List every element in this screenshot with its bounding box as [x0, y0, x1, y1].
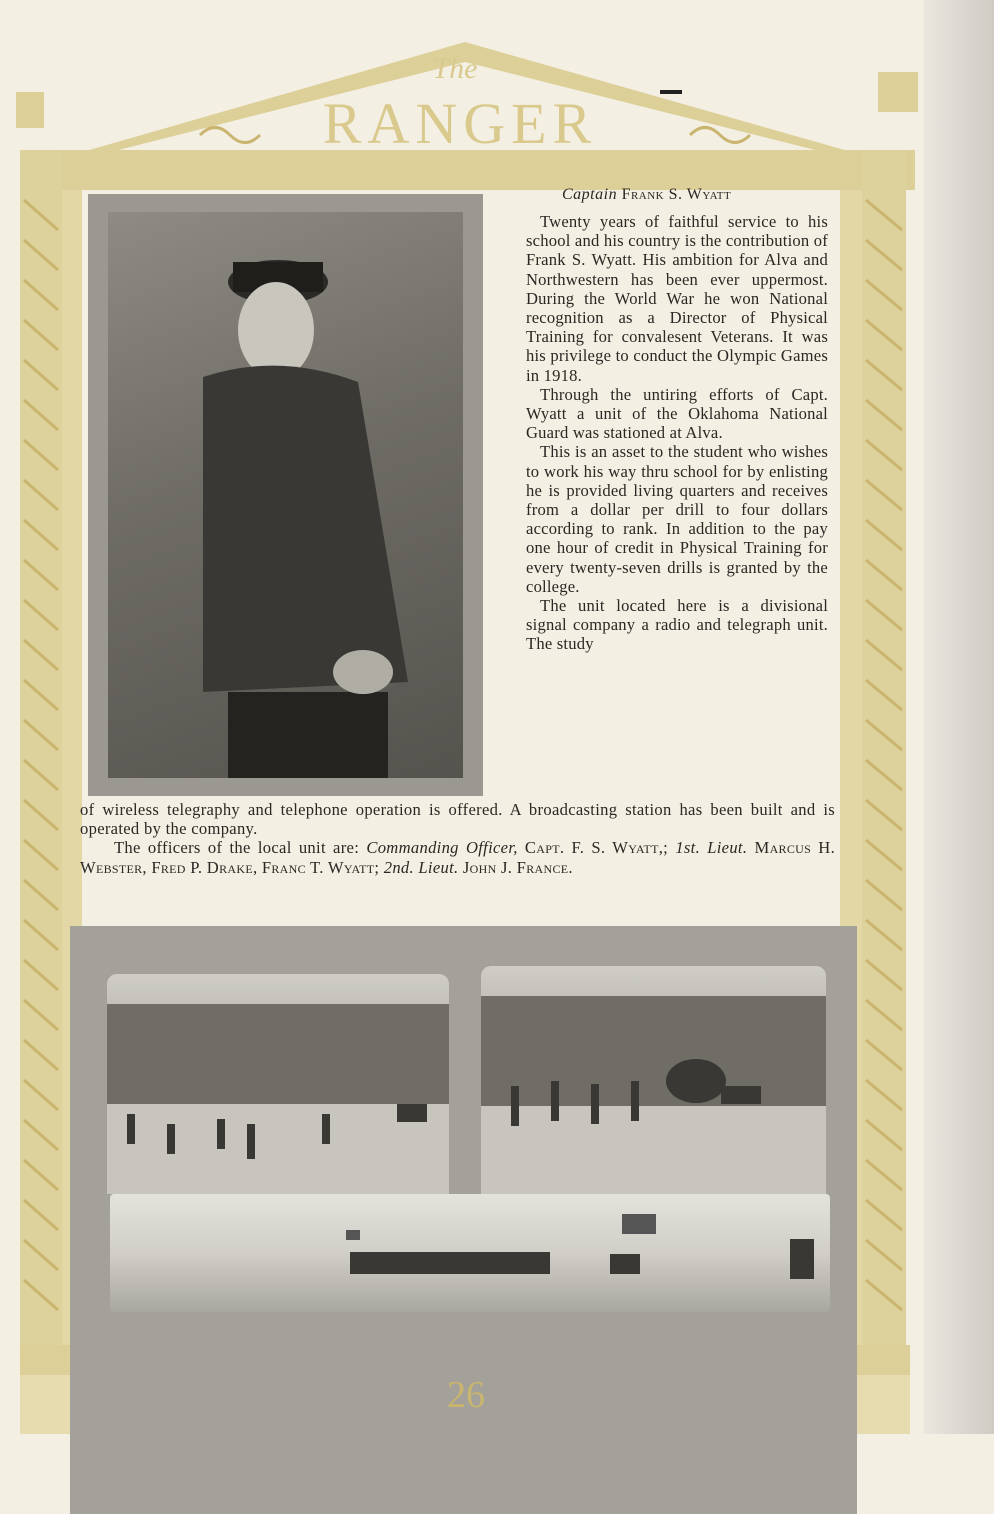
parade-photo-right — [481, 966, 826, 1194]
paragraph: The unit located here is a divisional signal company a radio and telegraph unit. The study — [526, 596, 828, 654]
co-name: Capt. F. S. Wyatt,; — [524, 838, 669, 858]
parade-photo-left — [107, 974, 449, 1194]
paragraph: This is an asset to the student who wishes to work his way thru school for by enlisting he is provided living quarters and receives from a dollar per drill to four dollars according to rank. In addition to the pay one hour of credit in Physical Training for every twenty-seven drills is granted by the college. — [526, 442, 828, 596]
paragraph-continuation: of wireless telegraphy and telephone operation is offered. A broadcasting station has been built and is operated by the company. — [80, 800, 835, 839]
ink-mark — [660, 90, 682, 94]
page-number: 26 — [447, 1374, 485, 1416]
portrait-photo — [88, 194, 483, 796]
column-text — [526, 212, 828, 654]
portrait-image — [108, 212, 463, 778]
first-lt-title: 1st. Lieut. — [675, 838, 748, 858]
officers-intro: The officers of the local unit are: — [114, 838, 360, 858]
portrait-caption — [562, 186, 731, 204]
drill-field-photo — [110, 1194, 830, 1312]
caption-name: Frank S. Wyatt — [621, 186, 732, 203]
paragraph: Twenty years of faithful service to his school and his country is the contribution of Frank S. Wyatt. His ambition for Alva and Northwestern has been ever uppermost. During the World War he won National recognition as a Director of Physical Training for convalesent Veterans. It was his privilege to conduct the Olympic Games in 1918. — [526, 212, 828, 385]
masthead-title: RANGER — [322, 91, 598, 156]
full-width-text — [80, 800, 835, 877]
second-lt-names: John J. France. — [462, 857, 573, 877]
officers-paragraph — [80, 838, 835, 876]
caption-rank: Captain — [562, 186, 618, 203]
co-title: Commanding Officer, — [366, 838, 518, 858]
paragraph: Through the untiring efforts of Capt. Wyatt a unit of the Oklahoma National Guard was stationed at Alva. — [526, 384, 828, 443]
second-lt-title: 2nd. Lieut. — [383, 857, 459, 877]
first-lt-names: Marcus H. Webster, Fred P. Drake, Franc T. Wyatt; — [80, 838, 836, 877]
masthead-the: The — [432, 52, 478, 85]
